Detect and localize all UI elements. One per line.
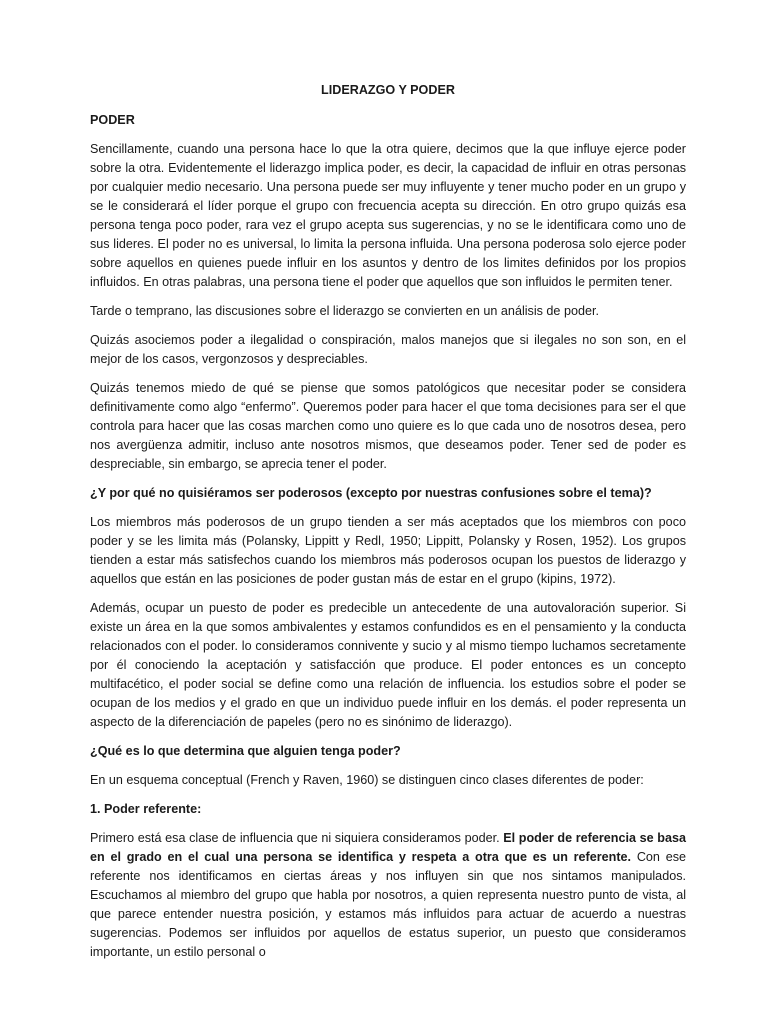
- paragraph-3: Quizás asociemos poder a ilegalidad o conspiración, malos manejos que si ilegales no son son, en el mejor de los casos, vergonzosos y despreciables.: [90, 333, 686, 366]
- paragraph-2: Tarde o temprano, las discusiones sobre el liderazgo se convierten en un análisis de poder.: [90, 304, 599, 318]
- subheading-poder-referente: 1. Poder referente:: [90, 802, 202, 816]
- paragraph-8: [90, 829, 686, 962]
- paragraph-6: Además, ocupar un puesto de poder es predecible un antecedente de una autovaloración superior. Si existe un área en la que somos ambivalentes y estamos confundidos es en el pensamiento y la conducta relacionados con el poder. lo consideramos connivente y sucio y al mismo tiempo luchamos secretamente por él conociendo la aceptación y satisfacción que produce. El poder entonces es un concepto multifacético, el poder social se define como una relación de influencia. los estudios sobre el poder se ocupan de los medios y el grado en que un individuo puede influir en los demás. el poder representa un aspecto de la diferenciación de papeles (pero no es sinónimo de liderazgo).: [90, 601, 686, 729]
- paragraph-1: Sencillamente, cuando una persona hace lo que la otra quiere, decimos que la que influye ejerce poder sobre la otra. Evidentemente el liderazgo implica poder, es decir, la capacidad de influir en otras personas por cualquier medio necesario. Una persona puede ser muy influyente y tener mucho poder en un grupo y se le considerará el líder porque el grupo con frecuencia acepta su dirección. En otro grupo quizás esa persona tenga poco poder, rara vez el grupo acepta sus sugerencias, y no se le identificara como uno de sus lideres. El poder no es universal, lo limita la persona influida. Una persona poderosa solo ejerce poder sobre aquellos en quienes puede influir en los asuntos y dentro de los limites definidos por los propios influidos. En otras palabras, una persona tiene el poder que aquellos que son influidos le permiten tener.: [90, 142, 686, 289]
- paragraph-7: En un esquema conceptual (French y Raven, 1960) se distinguen cinco clases diferentes de poder:: [90, 773, 644, 787]
- paragraph-8-intro: Primero está esa clase de influencia que ni siquiera consideramos poder.: [90, 831, 504, 845]
- section-heading-poder: PODER: [90, 113, 135, 127]
- question-heading-2: ¿Qué es lo que determina que alguien tenga poder?: [90, 744, 401, 758]
- paragraph-4: Quizás tenemos miedo de qué se piense que somos patológicos que necesitar poder se considera definitivamente como algo “enfermo”. Queremos poder para hacer el que toma decisiones para ser el que controla para hacer que las cosas marchen como uno quiere es lo que cada uno de nosotros desea, pero nos avergüenza admitir, incluso ante nosotros mismos, que deseamos poder. Tener sed de poder es despreciable, sin embargo, se aprecia tener el poder.: [90, 381, 686, 471]
- paragraph-8-rest: Con ese referente nos identificamos en ciertas áreas y nos influyen sin que nos sintamos manipulados. Escuchamos al miembro del grupo que habla por nosotros, a quien representa nuestro punto de vista, al que parece entender nuestra posición, y estamos más influidos para actuar de acuerdo a nuestras sugerencias. Podemos ser influidos por aquellos de estatus superior, un puesto que consideramos importante, un estilo personal o: [90, 850, 687, 959]
- question-heading-1: ¿Y por qué no quisiéramos ser poderosos (excepto por nuestras confusiones sobre el tema)?: [90, 486, 652, 500]
- paragraph-5: Los miembros más poderosos de un grupo tienden a ser más aceptados que los miembros con poco poder y se les limita más (Polansky, Lippitt y Redl, 1950; Lippitt, Polansky y Rosen, 1952). Los grupos tienden a estar más satisfechos cuando los miembros más poderosos ocupan los puestos de liderazgo y aquellos que están en las posiciones de poder gustan más de estar en el grupo (kipins, 1972).: [90, 515, 686, 586]
- document-title: LIDERAZGO Y PODER: [321, 83, 455, 97]
- paragraph-8-bold: El poder de referencia se basa en el grado en el cual una persona se identifica y respeta a otra que es un referente.: [90, 831, 686, 864]
